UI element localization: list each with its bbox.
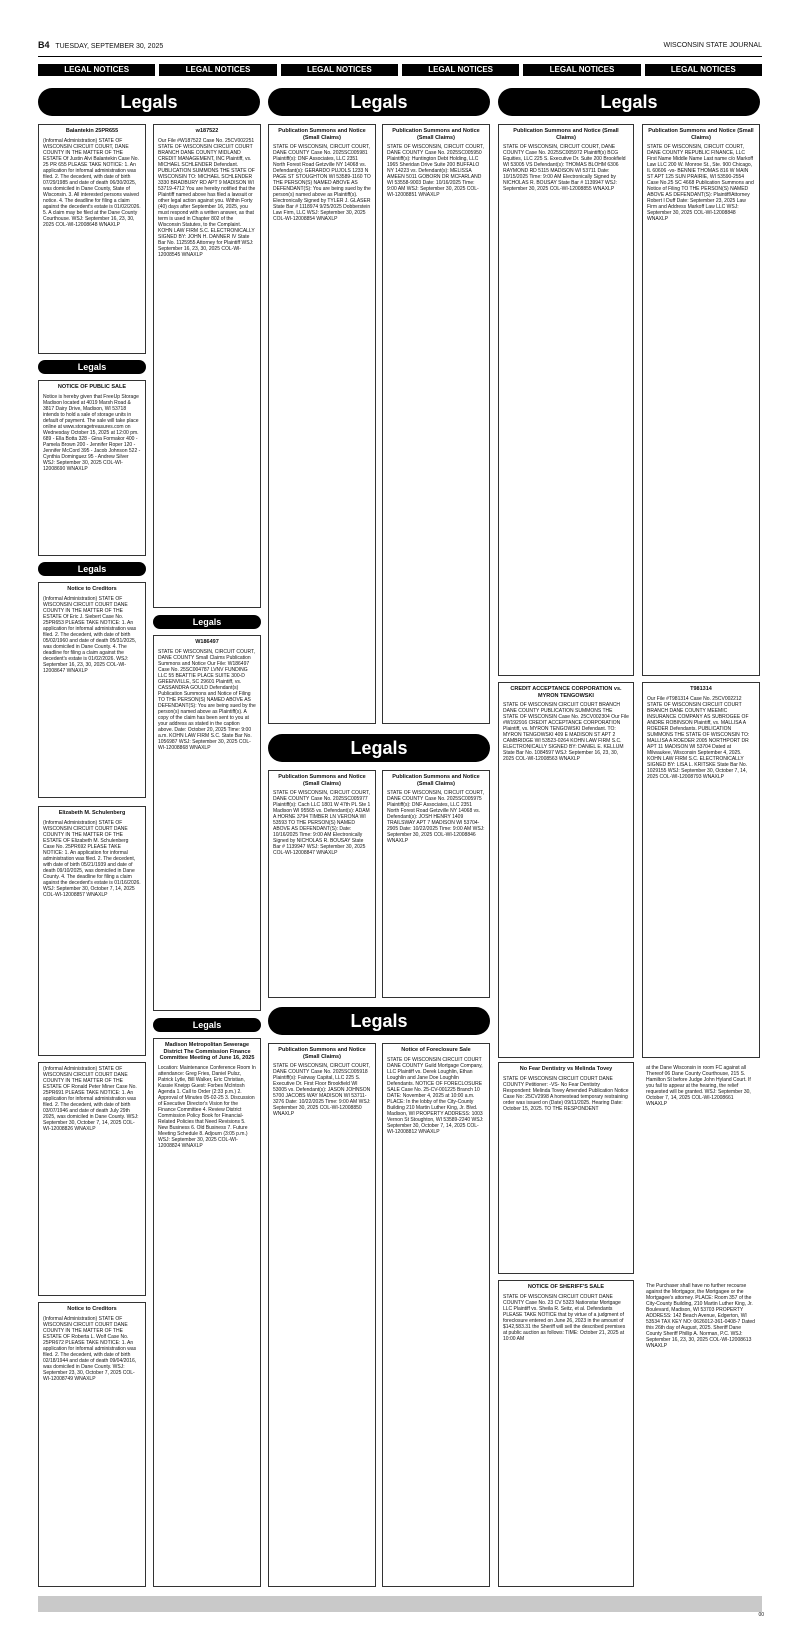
notice-title: Notice to Creditors <box>67 1306 117 1312</box>
notice-title: Balantekin 25PR655 <box>65 128 119 134</box>
notice-box <box>268 770 376 998</box>
notice-title: Elizabeth M. Schulenberg <box>58 810 126 816</box>
notice-box <box>498 1062 634 1274</box>
notice-body: Notice is hereby given that FreeUp Storage Madison located at 4019 Marsh Road & 3817 Dairy Drive, Madison, WI 53718 intends to hold a sale of storage units in default of payment. The sale will take place online at www.storagetreasures.com on Wednesday October 15, 2025 at 12:00 pm. 689 - Ella Botta 328 - Gina Formakor 400 - Pamela Brown 200 - Jennifer Roper 120 - Jennifer McCord 395 - Jacob Johnson 522 - Cynthia Dominguez 95 - Andrew Silver WSJ: September 30, 2025 COL-WI-12008690 WNAXLP <box>43 393 141 472</box>
notice-box <box>153 1038 261 1587</box>
notice-box <box>38 124 146 354</box>
legals-banner: Legals <box>38 88 260 116</box>
footer-bar <box>38 1596 762 1612</box>
notice-body: STATE OF WISCONSIN, CIRCUIT COURT, DANE COUNTY Case No. 2025SC005950 Plaintiff(s): Huntington Debt Holding, LLC 1965 Sheridan Drive Suite 200 BUFFALO NY 14223 vs. Defendant(s): MELISSA AMEEN 5011 GOBORN DR MCFARLAND WI 53558-9003 Date: 10/16/2025 Time: 9:00 AM WSJ: September 30, 2025 COL-WI-12008851 WNAXLP <box>387 144 484 198</box>
page-header <box>38 38 762 52</box>
notice-box <box>642 1062 760 1274</box>
notice-box <box>268 1043 376 1587</box>
notice-body: STATE OF WISCONSIN, CIRCUIT COURT, DANE COUNTY Case No. 2025SC005972 Plaintiff(s) BCG Equities, LLC 225 S. Executive Dr. Suite 200 Brookfield WI 53005 VS Defendant(s): THOMAS BLOHM 6306 RAYMOND RD 5115 MADISON WI 53711 Date: 10/15/2025 Time: 9:00 AM Electronically Signed by NICHOLAS R. BOUSAY State Bar # 1139947 WSJ: September 30, 2025 COL-WI-12008855 WNAXLP <box>503 144 626 192</box>
notice-title: W186497 <box>195 639 219 645</box>
notice-title: Publication Summons and Notice (Small Claims) <box>278 1047 366 1060</box>
notice-title: Madison Metropolitan Sewerage District The Commission Finance Committee Meeting of June 16, 2025 <box>159 1042 255 1061</box>
newspaper-name: WISCONSIN STATE JOURNAL <box>663 41 762 49</box>
header-rule <box>38 56 762 57</box>
issue-date: TUESDAY, SEPTEMBER 30, 2025 <box>55 43 164 50</box>
legals-banner: Legals <box>498 88 760 116</box>
legal-notices-tab: LEGAL NOTICES <box>402 64 519 76</box>
notice-title: Notice to Creditors <box>67 586 117 592</box>
notice-box <box>642 1280 760 1587</box>
notice-body: STATE OF WISCONSIN, CIRCUIT COURT, DANE COUNTY Case No. 2025SC005977 Plaintiff(s): Cach LLC 1801 W 47th PL Ste 1 Madison WI 95565 vs. Defendant(s): ADAM A HORNE 3794 TIMBER LN VERONA WI 53593 TO THE PERSON(S) NAMED ABOVE AS DEFENDANT(S): Date: 10/16/2025 Time: 9:00 AM Electronically Signed by NICHOLAS R. BOUSAY State Bar # 1139947 WSJ: September 30, 2025 COL-WI-12008847 WNAXLP <box>273 790 371 856</box>
notice-box <box>38 1062 146 1296</box>
legal-notices-tab: LEGAL NOTICES <box>523 64 640 76</box>
footer-page-number: 00 <box>758 1612 764 1618</box>
notice-box <box>38 582 146 798</box>
notice-body: STATE OF WISCONSIN, CIRCUIT COURT, DANE COUNTY Case No. 2025SC005918 Plaintiff(s): Fairway Capital, LLC 225 S. Executive Dr. First Floor Brookfield WI 53005 vs. Defendant(s): JASON JOHNSON 5700 JACOBS WAY MADISON WI 53711-3276 Date: 10/22/2025 Time: 9:00 AM WSJ: September 30, 2025 COL-WI-12008850 WNAXLP <box>273 1063 371 1117</box>
notice-body: (Informal Administration) STATE OF WISCONSIN CIRCUIT COURT DANE COUNTY IN THE MATTER OF THE ESTATE OF Roberta L. Wolf Case No. 25PR672 PLEASE TAKE NOTICE: 1. An application for informal administration was filed. 2. The decedent, with date of birth 02/18/1944 and date of death 09/04/2016, was domiciled in Dane County. WSJ: September 23, 30, October 7, 2025 COL-WI-12008749 WNAXLP <box>43 1315 137 1382</box>
notice-box <box>268 124 376 724</box>
notice-box <box>38 380 146 556</box>
notice-title: Publication Summons and Notice (Small Claims) <box>648 128 754 141</box>
legal-notices-tab: LEGAL NOTICES <box>281 64 398 76</box>
notice-title: No Fear Dentistry vs Melinda Tovey <box>519 1066 613 1072</box>
notice-title: Publication Summons and Notice (Small Claims) <box>278 774 366 787</box>
notice-title: NOTICE OF SHERIFF'S SALE <box>527 1284 605 1290</box>
legals-small-banner: Legals <box>38 562 146 576</box>
notice-title: NOTICE OF PUBLIC SALE <box>57 384 127 390</box>
notice-title: Publication Summons and Notice (Small Claims) <box>392 774 480 787</box>
notice-title: w187522 <box>195 128 219 134</box>
legals-banner: Legals <box>268 1007 490 1035</box>
notice-box <box>642 124 760 676</box>
notice-title: Publication Summons and Notice (Small Claims) <box>392 128 480 141</box>
notice-body: The Purchaser shall have no further recourse against the Mortgagor, the Mortgagee or the Mortgagee's attorney. PLACE: Room 357 of the City-County Building, 210 Martin Luther King, Jr. Boulevard, Madison, WI 53703 PROPERTY ADDRESS: 142 Beach Avenue, Edgerton, WI 53534 TAX KEY NO: 0626012-361-0408-7 Dated this 26th day of August, 2025. Sheriff Dane County Sheriff Phillip A. Norman, P.C. WSJ: September 16, 23, 30, 2025 COL-WI-12008613 WNAXLP <box>646 1283 755 1349</box>
notice-box <box>382 124 490 724</box>
notice-body: STATE OF WISCONSIN CIRCUIT COURT DANE COUNTY Petitioner: -VS- No Fear Dentistry Respondent: Melinda Tovey Amended Publication Notice Case No: 25CV2998 A homestead temporary restraining order was issued on (Date) 09/11/2025. Hearing Date: October 15, 2025. TO THE RESPONDENT <box>503 1075 629 1112</box>
notice-title: Publication Summons and Notice (Small Claims) <box>278 128 366 141</box>
notice-body: STATE OF WISCONSIN CIRCUIT COURT DANE COUNTY Case No. 23 CV 5323 Nationstar Mortgage LLC Plaintiff vs. Sheila R. Seitz, et al. Defendants PLEASE TAKE NOTICE that by virtue of a judgment of foreclosure entered on June 26, 2023 in the amount of $142,583.31 the Sheriff will sell the described premises at public auction as follows: TIME: October 21, 2025 at 10:00 AM <box>503 1293 626 1342</box>
notice-box <box>38 1302 146 1587</box>
notice-box <box>642 682 760 1058</box>
notice-box <box>382 1043 490 1587</box>
notice-title: Notice of Foreclosure Sale <box>401 1047 471 1053</box>
notice-body: (Informal Administration) STATE OF WISCONSIN CIRCUIT COURT, DANE COUNTY IN THE MATTER OF THE ESTATE Of Justin Alvi Balantekin Case No. 25 PR 655 PLEASE TAKE NOTICE: 1. An application for informal administration was filed. 2. The decedent, with date of birth 07/29/1985 and date of death 06/30/2025, was domiciled in Dane County, State of Wisconsin. 3. All interested persons waived notice. 4. The deadline for filing a claim against the decedent's estate is 01/02/2026. 5. A claim may be filed at the Dane County Courthouse. WSJ: September 16, 23, 30, 2025 COL-WI-12008648 WNAXLP <box>43 137 141 228</box>
legal-notices-tab: LEGAL NOTICES <box>38 64 155 76</box>
notice-body: STATE OF WISCONSIN, CIRCUIT COURT, DANE COUNTY Small Claims Publication Summons and Notice Our File: W186497 Case No. 25SC004787 LVNV FUNDING LLC 55 BEATTIE PLACE SUITE 300-D GREENVILLE, SC 29601 Plaintiff, vs. CASSANDRA GOULD Defendant(s) Publication Summons and Notice of Filing TO THE PERSON(S) NAMED ABOVE AS DEFENDANT(S): You are being sued by the person(s) named above as Plaintiff(s). A copy of the claim has been sent to you at your address as stated in the caption above. Date: October 20, 2025 Time: 9:00 a.m. KOHN LAW FIRM S.C. State Bar No. 1056987 WSJ: September 30, 2025 COL-WI-12008868 WNAXLP <box>158 648 256 751</box>
notice-title: Publication Summons and Notice (Small Claims) <box>513 128 619 141</box>
notice-body: Our File #W187522 Case No. 25CV002251 STATE OF WISCONSIN CIRCUIT COURT BRANCH DANE COUNTY MIDLAND CREDIT MANAGEMENT, INC Plaintiff, vs. MICHAEL SCHLENDER Defendant. PUBLICATION SUMMONS THE STATE OF WISCONSIN TO: MICHAEL SCHLENDER 3330 BRADBURY RD APT 9 MADISON WI 53719-4712 You are hereby notified that the Plaintiff named above has filed a lawsuit or other legal action against you. Within Forty (40) days after September 16, 2025, you must respond with a written answer, as that term is used in Chapter 802 of the Wisconsin Statutes, to the Complaint. KOHN LAW FIRM S.C. ELECTRONICALLY SIGNED BY: JOHN H. DANNER IV State Bar No. 1125955 Attorney for Plaintiff WSJ: September 16, 23, 30, 2025 COL-WI-12008545 WNAXLP <box>158 137 256 258</box>
notice-box <box>382 770 490 998</box>
notice-box <box>153 635 261 1011</box>
legals-small-banner: Legals <box>153 615 261 629</box>
page-number: B4 <box>38 40 50 50</box>
legals-banner: Legals <box>268 88 490 116</box>
notice-box <box>38 806 146 1056</box>
notice-body: STATE OF WISCONSIN, CIRCUIT COURT, DANE COUNTY Case No. 2025SC005975 Plaintiff(s): DNF Associates, LLC 2351 North Forest Road Getzville NY 14068 vs. Defendant(s): JOSH HENRY 1409 TRAILSWAY APT 7 MADISON WI 53704-2905 Date: 10/22/2025 Time: 9:00 AM WSJ: September 30, 2025 COL-WI-12008846 WNAXLP <box>387 790 485 844</box>
section-tabs <box>38 64 762 76</box>
notice-box <box>498 682 634 1058</box>
notice-title: CREDIT ACCEPTANCE CORPORATION vs. MYRON TENGOWSKI <box>510 686 622 699</box>
notice-box <box>498 1280 634 1587</box>
notice-body: Location: Maintenance Conference Room In attendance: Greg Fries, Daniel Pulsz, Patrick Lytle, Bill Walker, Eric Christian, Kassie Kneipp Guest: Forbes McIntosh Agenda 1. Call to Order (2:33 p.m.) 2. Approval of Minutes 05-02-25 3. Discussion of Executive Director's Vision for the Finance Committee 4. Review District Commission Policy Book for Financial-Related Policies that Need Revisions 5. New Business 6. Old Business 7. Future Meeting Schedule 8. Adjourn (3:05 p.m.) WSJ: September 30, 2025 COL-WI-12008824 WNAXLP <box>158 1064 256 1149</box>
notice-body: STATE OF WISCONSIN, CIRCUIT COURT, DANE COUNTY Case No. 2025SC005981 Plaintiff(s): DNF Associates, LLC 2351 North Forest Road Getzville NY 14068 vs. Defendant(s): GERARDO PUJOLS 1233 N PAGE ST STOUGHTON WI 53589-1160 TO THE PERSON(S) NAMED ABOVE AS DEFENDANT(S): You are being sued by the person(s) named above as Plaintiff(s). Electronically Signed by TYLER J. GLASER State Bar # 1118974 9/25/2025 Dobberstein Law Firm, LLC WSJ: September 30, 2025 COL-WI-12008854 WNAXLP <box>273 144 371 222</box>
legals-small-banner: Legals <box>153 1018 261 1032</box>
legal-notices-tab: LEGAL NOTICES <box>159 64 276 76</box>
notice-body: (Informal Administration) STATE OF WISCONSIN CIRCUIT COURT DANE COUNTY IN THE MATTER OF THE ESTATE OF Ronald Peter Miner Case No. 25PR691 PLEASE TAKE NOTICE: 1. An application for informal administration was filed. 2. The decedent, with date of birth 03/07/1946 and date of death July 29th 2025, was domiciled in Dane County. WSJ: September 30, October 7, 14, 2025 COL-WI-12008826 WNAXLP <box>43 1066 139 1132</box>
notice-body: STATE OF WISCONSIN CIRCUIT COURT DANE COUNTY Guild Mortgage Company, LLC Plaintiff vs. Derek Loughlin, Ethan Loughlin and Jane Doe Loughlin Defendants. NOTICE OF FORECLOSURE SALE Case No. 25-CV-001225 Branch 10 DATE: November 4, 2025 at 10:00 a.m. PLACE: In the lobby of the City-County Building 210 Martin Luther King, Jr. Blvd. Madison, WI PROPERTY ADDRESS: 1003 Vernon St Stoughton, WI 53589-2240 WSJ: September 30, October 7, 14, 2025 COL-WI-12008812 WNAXLP <box>387 1056 484 1135</box>
header-left <box>38 40 163 50</box>
legals-banner: Legals <box>268 734 490 762</box>
legal-notices-tab: LEGAL NOTICES <box>645 64 762 76</box>
notice-body: STATE OF WISCONSIN CIRCUIT COURT BRANCH DANE COUNTY PUBLICATION SUMMONS THE STATE OF WISCONSIN Case No. 25CV002304 Our File #W192916 CREDIT ACCEPTANCE CORPORATION Plaintiff, vs. MYRON TENGOWSKI Defendant. TO: MYRON TENGOWSKI 409 E MADISON ST APT 2 CAMBRIDGE WI 53523-0264 KOHN LAW FIRM S.C. ELECTRONICALLY SIGNED BY: DANIEL E. KELLUM State Bar No. 1084597 WSJ: September 16, 23, 30, 2025 COL-WI-12008563 WNAXLP <box>503 702 629 762</box>
notice-body: (Informal Administration) STATE OF WISCONSIN CIRCUIT COURT DANE COUNTY IN THE MATTER OF THE ESTATE OF Elizabeth M. Schulenberg Case No. 25PR692 PLEASE TAKE NOTICE: 1. An application for informal administration was filed. 2. The decedent, with date of birth 05/21/1939 and date of death 09/10/2025, was domiciled in Dane County. 4. The deadline for filing a claim against the decedent's estate is 01/16/2026. WSJ: September 30, October 7, 14, 2025 COL-WI-12008857 WNAXLP <box>43 819 141 898</box>
notice-body: (Informal Administration) STATE OF WISCONSIN CIRCUIT COURT DANE COUNTY IN THE MATTER OF THE ESTATE Of Eric J. Siebert Case No. 25PR653 PLEASE TAKE NOTICE: 1. An application for informal administration was filed. 2. The decedent, with date of birth 05/02/1960 and date of death 05/31/2025, was domiciled in Dane County. 4. The deadline for filing a claim against the decedent's estate is 01/02/2026. WSJ: September 16, 23, 30, 2025 COL-WI-12008647 WNAXLP <box>43 595 137 674</box>
legals-small-banner: Legals <box>38 360 146 374</box>
notice-body: at the Dane Wisconsin in room FC against all Thereof 06 Dane County Courthouse, 215 S. Hamilton St before Judge John Hyland Court. If you fail to appear at the hearing, the relief requested will be granted. WSJ: September 30, October 7, 14, 2025 COL-WI-12008661 WNAXLP <box>646 1065 751 1107</box>
notice-box <box>498 124 634 676</box>
notice-title: T981314 <box>690 686 712 692</box>
notice-body: STATE OF WISCONSIN, CIRCUIT COURT, DANE COUNTY REPUBLIC FINANCE, LLC First Name Middle Name Last name c/o Markoff Law LLC 200 W. Monroe St., Ste. 900 Chicago, IL 60606 -vs- BENNIE THOMAS 816 W MAIN ST APT 125 SUN PRAIRIE, WI 53590-2554 Case No.25 SC 4668 Publication Summons and Notice of Filing TO THE PERSON(S) NAMED ABOVE AS DEFENDANT(S): Plaintiff/Attorney Robert I Duff Date: September 23, 2025 Law Firm and Address Markoff Law LLC WSJ: September 30, 2025 COL-WI-12008848 WNAXLP <box>647 144 754 222</box>
notice-box <box>153 124 261 608</box>
notice-body: Our File #T981314 Case No. 25CV002212 STATE OF WISCONSIN CIRCUIT COURT BRANCH DANE COUNTY MEEMIC INSURANCE COMPANY AS SUBROGEE OF ANDRE ROBINSON Plaintiff, vs. MALLISA A ROEDER Defendants. PUBLICATION SUMMONS THE STATE OF WISCONSIN TO: MALLISA A ROEDER 2005 NORTHPORT DR APT 11 MADISON WI 53704 Dated at Milwaukee, Wisconsin September 4, 2025. KOHN LAW FIRM S.C. ELECTRONICALLY SIGNED BY: LISA L. KRITSKE State Bar No. 1029155 WSJ: September 30, October 7, 14, 2025 COL-WI-12008793 WNAXLP <box>647 695 750 780</box>
